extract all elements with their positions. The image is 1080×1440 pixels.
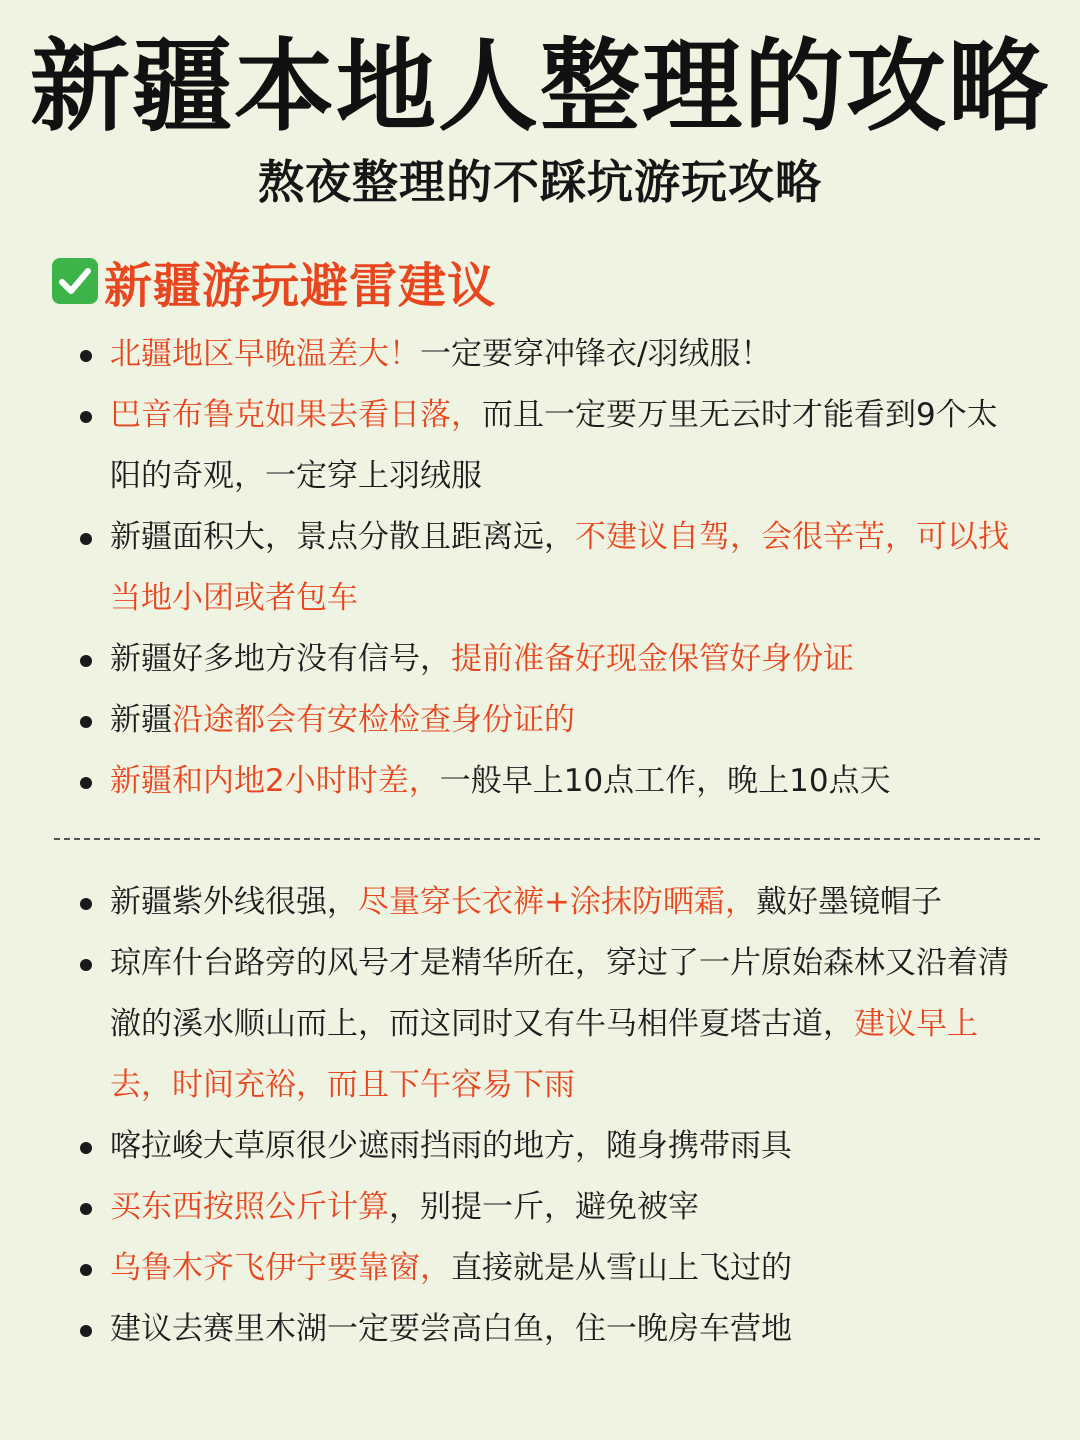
highlighted-text: 新疆和内地2小时时差， (110, 763, 440, 799)
highlighted-text: 买东西按照公斤计算 (110, 1189, 389, 1225)
bullet-icon (80, 411, 92, 423)
highlighted-text: 乌鲁木齐飞伊宁要靠窗， (110, 1250, 451, 1286)
item-text: 新疆 (110, 702, 172, 738)
item-text: 而且一定要万里无云时才能看到9个太阳的奇观，一定穿上羽绒服 (110, 397, 998, 494)
item-text: ，别提一斤，避免被宰 (389, 1189, 699, 1225)
bullet-icon (80, 655, 92, 667)
bullet-icon (80, 777, 92, 789)
section-title: 新疆游玩避雷建议 (104, 257, 497, 314)
list-item (0, 1299, 1080, 1360)
item-text: 新疆好多地方没有信号， (110, 641, 451, 677)
highlighted-text: 巴音布鲁克如果去看日落， (110, 397, 482, 433)
bullet-icon (80, 1203, 92, 1215)
bullet-icon (80, 959, 92, 971)
dashed-divider (54, 838, 1040, 840)
bullet-icon (80, 350, 92, 362)
item-text: 直接就是从雪山上飞过的 (451, 1250, 792, 1286)
tips-list-secondary (0, 872, 1080, 1360)
check-mark-icon (52, 258, 98, 304)
bullet-icon (80, 1264, 92, 1276)
highlighted-text: 提前准备好现金保管好身份证 (451, 641, 854, 677)
list-item (0, 872, 1080, 933)
highlighted-text: 尽量穿长衣裤+涂抹防晒霜， (358, 884, 756, 920)
item-text: 一定要穿冲锋衣/羽绒服！ (420, 336, 772, 372)
list-item (0, 1238, 1080, 1299)
list-item (0, 1177, 1080, 1238)
page-subtitle: 熬夜整理的不踩坑游玩攻略 (258, 155, 822, 209)
item-text: 琼库什台路旁的风号才是精华所在，穿过了一片原始森林又沿着清澈的溪水顺山而上，而这同时又有牛马相伴夏塔古道， (110, 945, 1009, 1042)
item-text: 建议去赛里木湖一定要尝高白鱼，住一晚房车营地 (110, 1311, 792, 1347)
list-item (0, 324, 1080, 385)
item-text: 喀拉峻大草原很少遮雨挡雨的地方，随身携带雨具 (110, 1128, 792, 1164)
page-title: 新疆本地人整理的攻略 (30, 28, 1050, 145)
list-item (0, 933, 1080, 1116)
list-item (0, 385, 1080, 507)
item-text: 戴好墨镜帽子 (755, 884, 942, 920)
bullet-icon (80, 1325, 92, 1337)
highlighted-text: 沿途都会有安检检查身份证的 (172, 702, 575, 738)
list-item (0, 1116, 1080, 1177)
list-item (0, 751, 1080, 812)
item-text: 一般早上10点工作，晚上10点天 (439, 763, 891, 799)
bullet-icon (80, 1142, 92, 1154)
item-text: 新疆面积大，景点分散且距离远， (110, 519, 575, 555)
item-text: 新疆紫外线很强， (110, 884, 358, 920)
bullet-icon (80, 898, 92, 910)
highlighted-text: 不建议自驾，会很辛苦，可以找当地小团或者包车 (110, 519, 1009, 616)
list-item (0, 507, 1080, 629)
list-item (0, 629, 1080, 690)
bullet-icon (80, 716, 92, 728)
section-heading (52, 246, 496, 316)
highlighted-text: 北疆地区早晚温差大！ (110, 336, 420, 372)
tips-list-primary (0, 324, 1080, 812)
list-item (0, 690, 1080, 751)
highlighted-text: 建议早上去，时间充裕，而且下午容易下雨 (110, 1006, 978, 1103)
bullet-icon (80, 533, 92, 545)
